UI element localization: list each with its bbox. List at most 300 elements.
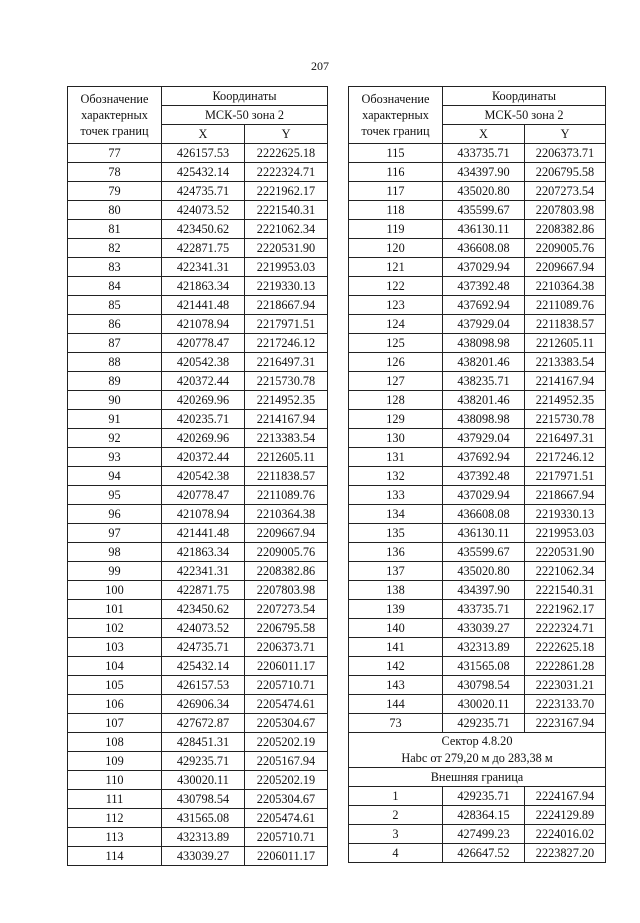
- coordinate-system-header: МСК-50 зона 2: [162, 106, 328, 125]
- designation-line-1: Обозначение: [361, 92, 430, 106]
- table-row: [68, 258, 328, 277]
- point-number-cell: 91: [68, 410, 162, 429]
- table-row: [349, 277, 606, 296]
- point-number-cell: 107: [68, 714, 162, 733]
- x-coordinate-cell: 422341.31: [162, 562, 245, 581]
- point-number-cell: 105: [68, 676, 162, 695]
- y-coordinate-cell: 2208382.86: [245, 562, 328, 581]
- point-number-cell: 104: [68, 657, 162, 676]
- x-coordinate-cell: 428451.31: [162, 733, 245, 752]
- x-coordinate-cell: 438201.46: [443, 391, 525, 410]
- table-row: [349, 486, 606, 505]
- y-coordinate-cell: 2224167.94: [525, 787, 606, 806]
- y-coordinate-cell: 2221962.17: [525, 600, 606, 619]
- y-coordinate-cell: 2221540.31: [245, 201, 328, 220]
- point-number-cell: 89: [68, 372, 162, 391]
- table-row: [68, 695, 328, 714]
- table-row: [68, 619, 328, 638]
- y-coordinate-cell: 2217246.12: [525, 448, 606, 467]
- point-number-cell: 78: [68, 163, 162, 182]
- point-number-cell: 95: [68, 486, 162, 505]
- table-row: [349, 638, 606, 657]
- point-number-cell: 123: [349, 296, 443, 315]
- y-column-header: Y: [245, 125, 328, 144]
- y-coordinate-cell: 2219330.13: [525, 505, 606, 524]
- y-coordinate-cell: 2214167.94: [245, 410, 328, 429]
- y-coordinate-cell: 2205710.71: [245, 676, 328, 695]
- point-number-cell: 100: [68, 581, 162, 600]
- table-row: [349, 657, 606, 676]
- table-row: [68, 277, 328, 296]
- table-row: [68, 429, 328, 448]
- x-column-header: X: [443, 125, 525, 144]
- point-number-cell: 90: [68, 391, 162, 410]
- coordinates-header: Координаты: [443, 87, 606, 106]
- x-coordinate-cell: 429235.71: [443, 787, 525, 806]
- point-number-cell: 96: [68, 505, 162, 524]
- x-coordinate-cell: 433735.71: [443, 600, 525, 619]
- table-row: [68, 543, 328, 562]
- y-coordinate-cell: 2206795.58: [245, 619, 328, 638]
- point-number-cell: 135: [349, 524, 443, 543]
- x-coordinate-cell: 438098.98: [443, 334, 525, 353]
- table-row: [349, 448, 606, 467]
- x-coordinate-cell: 429235.71: [443, 714, 525, 733]
- x-coordinate-cell: 433039.27: [162, 847, 245, 866]
- page-number: 207: [311, 59, 329, 73]
- table-row: [68, 657, 328, 676]
- point-number-cell: 143: [349, 676, 443, 695]
- x-coordinate-cell: 438235.71: [443, 372, 525, 391]
- x-coordinate-cell: 434397.90: [443, 163, 525, 182]
- x-coordinate-cell: 420269.96: [162, 429, 245, 448]
- point-number-cell: 118: [349, 201, 443, 220]
- point-number-cell: 3: [349, 825, 443, 844]
- y-coordinate-cell: 2206373.71: [525, 144, 606, 163]
- table-row: [68, 372, 328, 391]
- x-coordinate-cell: 422871.75: [162, 581, 245, 600]
- point-number-cell: 84: [68, 277, 162, 296]
- point-number-cell: 139: [349, 600, 443, 619]
- y-column-header: Y: [525, 125, 606, 144]
- point-number-cell: 127: [349, 372, 443, 391]
- x-coordinate-cell: 420778.47: [162, 486, 245, 505]
- table-row: [68, 847, 328, 866]
- y-coordinate-cell: 2210364.38: [245, 505, 328, 524]
- point-number-cell: 134: [349, 505, 443, 524]
- x-coordinate-cell: 428364.15: [443, 806, 525, 825]
- table-row: [349, 467, 606, 486]
- y-coordinate-cell: 2219953.03: [245, 258, 328, 277]
- table-row: [68, 182, 328, 201]
- point-number-cell: 117: [349, 182, 443, 201]
- y-coordinate-cell: 2205304.67: [245, 790, 328, 809]
- x-coordinate-cell: 435020.80: [443, 182, 525, 201]
- point-number-cell: 111: [68, 790, 162, 809]
- x-coordinate-cell: 426647.52: [443, 844, 525, 863]
- table-row: [349, 296, 606, 315]
- table-row: [68, 353, 328, 372]
- table-row: [349, 429, 606, 448]
- point-number-cell: 126: [349, 353, 443, 372]
- point-number-cell: 87: [68, 334, 162, 353]
- y-coordinate-cell: 2224016.02: [525, 825, 606, 844]
- table-row: [68, 809, 328, 828]
- y-coordinate-cell: 2206011.17: [245, 657, 328, 676]
- x-coordinate-cell: 431565.08: [162, 809, 245, 828]
- x-coordinate-cell: 421441.48: [162, 296, 245, 315]
- y-coordinate-cell: 2205202.19: [245, 771, 328, 790]
- point-number-cell: 113: [68, 828, 162, 847]
- point-number-cell: 73: [349, 714, 443, 733]
- designation-line-3: точек границ: [80, 124, 149, 138]
- y-coordinate-cell: 2221062.34: [525, 562, 606, 581]
- table-row: [349, 562, 606, 581]
- table-row: [68, 752, 328, 771]
- table-body: [68, 144, 328, 866]
- x-coordinate-cell: 430020.11: [443, 695, 525, 714]
- y-coordinate-cell: 2223827.20: [525, 844, 606, 863]
- point-number-cell: 120: [349, 239, 443, 258]
- table-row: [349, 410, 606, 429]
- table-row: [349, 714, 606, 733]
- sector-title: Сектор 4.8.20: [441, 734, 513, 748]
- y-coordinate-cell: 2221962.17: [245, 182, 328, 201]
- y-coordinate-cell: 2222625.18: [245, 144, 328, 163]
- designation-line-2: характерных: [362, 108, 429, 122]
- point-number-cell: 131: [349, 448, 443, 467]
- point-number-cell: 110: [68, 771, 162, 790]
- table-row: [68, 638, 328, 657]
- point-number-cell: 88: [68, 353, 162, 372]
- designation-header: [68, 87, 162, 144]
- y-coordinate-cell: 2218667.94: [525, 486, 606, 505]
- table-row: [349, 372, 606, 391]
- boundary-label: Внешняя граница: [349, 768, 606, 787]
- table-row: [349, 163, 606, 182]
- point-number-cell: 137: [349, 562, 443, 581]
- x-coordinate-cell: 432313.89: [162, 828, 245, 847]
- table-row: [68, 828, 328, 847]
- y-coordinate-cell: 2211838.57: [525, 315, 606, 334]
- table-row: [349, 806, 606, 825]
- point-number-cell: 114: [68, 847, 162, 866]
- point-number-cell: 99: [68, 562, 162, 581]
- y-coordinate-cell: 2216497.31: [245, 353, 328, 372]
- y-coordinate-cell: 2223133.70: [525, 695, 606, 714]
- y-coordinate-cell: 2205710.71: [245, 828, 328, 847]
- x-coordinate-cell: 420269.96: [162, 391, 245, 410]
- y-coordinate-cell: 2214167.94: [525, 372, 606, 391]
- x-coordinate-cell: 420372.44: [162, 372, 245, 391]
- y-coordinate-cell: 2211089.76: [245, 486, 328, 505]
- point-number-cell: 140: [349, 619, 443, 638]
- point-number-cell: 141: [349, 638, 443, 657]
- coordinates-header: Координаты: [162, 87, 328, 106]
- x-coordinate-cell: 430798.54: [162, 790, 245, 809]
- y-coordinate-cell: 2207803.98: [245, 581, 328, 600]
- x-coordinate-cell: 437029.94: [443, 486, 525, 505]
- x-coordinate-cell: 435020.80: [443, 562, 525, 581]
- table-row: [68, 391, 328, 410]
- x-coordinate-cell: 427672.87: [162, 714, 245, 733]
- point-number-cell: 144: [349, 695, 443, 714]
- x-coordinate-cell: 437692.94: [443, 296, 525, 315]
- y-coordinate-cell: 2207803.98: [525, 201, 606, 220]
- point-number-cell: 77: [68, 144, 162, 163]
- y-coordinate-cell: 2222324.71: [525, 619, 606, 638]
- point-number-cell: 80: [68, 201, 162, 220]
- x-coordinate-cell: 437392.48: [443, 467, 525, 486]
- point-number-cell: 93: [68, 448, 162, 467]
- point-number-cell: 1: [349, 787, 443, 806]
- y-coordinate-cell: 2223031.21: [525, 676, 606, 695]
- point-number-cell: 101: [68, 600, 162, 619]
- table-row: [349, 787, 606, 806]
- point-number-cell: 129: [349, 410, 443, 429]
- x-coordinate-cell: 433735.71: [443, 144, 525, 163]
- point-number-cell: 130: [349, 429, 443, 448]
- x-coordinate-cell: 423450.62: [162, 600, 245, 619]
- point-number-cell: 138: [349, 581, 443, 600]
- x-coordinate-cell: 421078.94: [162, 315, 245, 334]
- table-row: [68, 315, 328, 334]
- point-number-cell: 108: [68, 733, 162, 752]
- x-coordinate-cell: 432313.89: [443, 638, 525, 657]
- point-number-cell: 85: [68, 296, 162, 315]
- table-header: [349, 87, 606, 144]
- y-coordinate-cell: 2212605.11: [525, 334, 606, 353]
- point-number-cell: 83: [68, 258, 162, 277]
- table-row: [68, 220, 328, 239]
- y-coordinate-cell: 2209667.94: [525, 258, 606, 277]
- y-coordinate-cell: 2217246.12: [245, 334, 328, 353]
- table-row: [68, 239, 328, 258]
- table-row: [349, 844, 606, 863]
- point-number-cell: 115: [349, 144, 443, 163]
- x-coordinate-cell: 430020.11: [162, 771, 245, 790]
- x-coordinate-cell: 426157.53: [162, 144, 245, 163]
- y-coordinate-cell: 2205167.94: [245, 752, 328, 771]
- y-coordinate-cell: 2205304.67: [245, 714, 328, 733]
- point-number-cell: 102: [68, 619, 162, 638]
- y-coordinate-cell: 2210364.38: [525, 277, 606, 296]
- table-row: [349, 676, 606, 695]
- point-number-cell: 133: [349, 486, 443, 505]
- y-coordinate-cell: 2222861.28: [525, 657, 606, 676]
- y-coordinate-cell: 2217971.51: [525, 467, 606, 486]
- coordinate-system-header: МСК-50 зона 2: [443, 106, 606, 125]
- table-row: [349, 825, 606, 844]
- table-row: [349, 334, 606, 353]
- x-coordinate-cell: 436608.08: [443, 505, 525, 524]
- coordinates-table-left: [67, 86, 328, 866]
- y-coordinate-cell: 2218667.94: [245, 296, 328, 315]
- point-number-cell: 132: [349, 467, 443, 486]
- table-row: [68, 144, 328, 163]
- y-coordinate-cell: 2222324.71: [245, 163, 328, 182]
- x-coordinate-cell: 420542.38: [162, 353, 245, 372]
- x-coordinate-cell: 436608.08: [443, 239, 525, 258]
- y-coordinate-cell: 2206011.17: [245, 847, 328, 866]
- table-row: [68, 714, 328, 733]
- table-row: [68, 296, 328, 315]
- x-coordinate-cell: 420778.47: [162, 334, 245, 353]
- point-number-cell: 106: [68, 695, 162, 714]
- sector-heading: [349, 733, 606, 768]
- y-coordinate-cell: 2220531.90: [525, 543, 606, 562]
- x-coordinate-cell: 424735.71: [162, 182, 245, 201]
- table-row: [349, 581, 606, 600]
- designation-line-2: характерных: [81, 108, 148, 122]
- x-coordinate-cell: 425432.14: [162, 163, 245, 182]
- y-coordinate-cell: 2205202.19: [245, 733, 328, 752]
- x-coordinate-cell: 421078.94: [162, 505, 245, 524]
- point-number-cell: 128: [349, 391, 443, 410]
- table-row: [349, 543, 606, 562]
- point-number-cell: 103: [68, 638, 162, 657]
- x-coordinate-cell: 437029.94: [443, 258, 525, 277]
- y-coordinate-cell: 2215730.78: [245, 372, 328, 391]
- point-number-cell: 94: [68, 467, 162, 486]
- x-coordinate-cell: 437392.48: [443, 277, 525, 296]
- point-number-cell: 124: [349, 315, 443, 334]
- point-number-cell: 2: [349, 806, 443, 825]
- x-coordinate-cell: 427499.23: [443, 825, 525, 844]
- table-row: [349, 524, 606, 543]
- x-coordinate-cell: 436130.11: [443, 524, 525, 543]
- y-coordinate-cell: 2221062.34: [245, 220, 328, 239]
- table-row: [68, 771, 328, 790]
- table-row: [349, 695, 606, 714]
- table-row: [68, 676, 328, 695]
- y-coordinate-cell: 2222625.18: [525, 638, 606, 657]
- x-coordinate-cell: 425432.14: [162, 657, 245, 676]
- y-coordinate-cell: 2211089.76: [525, 296, 606, 315]
- x-coordinate-cell: 438098.98: [443, 410, 525, 429]
- table-row: [349, 220, 606, 239]
- x-coordinate-cell: 436130.11: [443, 220, 525, 239]
- y-coordinate-cell: 2207273.54: [525, 182, 606, 201]
- y-coordinate-cell: 2206795.58: [525, 163, 606, 182]
- y-coordinate-cell: 2211838.57: [245, 467, 328, 486]
- y-coordinate-cell: 2205474.61: [245, 695, 328, 714]
- point-number-cell: 79: [68, 182, 162, 201]
- x-coordinate-cell: 423450.62: [162, 220, 245, 239]
- table-row: [68, 467, 328, 486]
- x-coordinate-cell: 435599.67: [443, 543, 525, 562]
- y-coordinate-cell: 2219330.13: [245, 277, 328, 296]
- table-row: [349, 619, 606, 638]
- y-coordinate-cell: 2209005.76: [245, 543, 328, 562]
- y-coordinate-cell: 2207273.54: [245, 600, 328, 619]
- x-coordinate-cell: 422341.31: [162, 258, 245, 277]
- sector-table-body: [349, 787, 606, 863]
- y-coordinate-cell: 2219953.03: [525, 524, 606, 543]
- point-number-cell: 86: [68, 315, 162, 334]
- point-number-cell: 122: [349, 277, 443, 296]
- point-number-cell: 81: [68, 220, 162, 239]
- table-row: [68, 600, 328, 619]
- x-coordinate-cell: 422871.75: [162, 239, 245, 258]
- table-row: [349, 258, 606, 277]
- x-coordinate-cell: 424073.52: [162, 619, 245, 638]
- table-row: [349, 505, 606, 524]
- point-number-cell: 125: [349, 334, 443, 353]
- y-coordinate-cell: 2214952.35: [525, 391, 606, 410]
- x-coordinate-cell: 429235.71: [162, 752, 245, 771]
- point-number-cell: 109: [68, 752, 162, 771]
- x-coordinate-cell: 437929.04: [443, 315, 525, 334]
- y-coordinate-cell: 2209005.76: [525, 239, 606, 258]
- point-number-cell: 142: [349, 657, 443, 676]
- y-coordinate-cell: 2216497.31: [525, 429, 606, 448]
- x-coordinate-cell: 420372.44: [162, 448, 245, 467]
- table-row: [349, 353, 606, 372]
- x-coordinate-cell: 433039.27: [443, 619, 525, 638]
- table-row: [68, 201, 328, 220]
- x-coordinate-cell: 438201.46: [443, 353, 525, 372]
- x-coordinate-cell: 430798.54: [443, 676, 525, 695]
- table-row: [68, 562, 328, 581]
- table-body: [349, 144, 606, 733]
- x-coordinate-cell: 421441.48: [162, 524, 245, 543]
- x-coordinate-cell: 424073.52: [162, 201, 245, 220]
- point-number-cell: 97: [68, 524, 162, 543]
- x-coordinate-cell: 426906.34: [162, 695, 245, 714]
- table-row: [68, 790, 328, 809]
- designation-header: [349, 87, 443, 144]
- x-coordinate-cell: 424735.71: [162, 638, 245, 657]
- point-number-cell: 112: [68, 809, 162, 828]
- x-column-header: X: [162, 125, 245, 144]
- table-row: [68, 524, 328, 543]
- x-coordinate-cell: 420235.71: [162, 410, 245, 429]
- point-number-cell: 92: [68, 429, 162, 448]
- table-row: [68, 486, 328, 505]
- table-row: [68, 581, 328, 600]
- x-coordinate-cell: 420542.38: [162, 467, 245, 486]
- point-number-cell: 121: [349, 258, 443, 277]
- x-coordinate-cell: 437692.94: [443, 448, 525, 467]
- table-row: [68, 733, 328, 752]
- point-number-cell: 119: [349, 220, 443, 239]
- table-header: [68, 87, 328, 144]
- x-coordinate-cell: 421863.34: [162, 543, 245, 562]
- sector-subtitle: Нabc от 279,20 м до 283,38 м: [401, 751, 553, 765]
- table-row: [68, 334, 328, 353]
- y-coordinate-cell: 2213383.54: [525, 353, 606, 372]
- y-coordinate-cell: 2206373.71: [245, 638, 328, 657]
- y-coordinate-cell: 2221540.31: [525, 581, 606, 600]
- y-coordinate-cell: 2224129.89: [525, 806, 606, 825]
- table-row: [68, 448, 328, 467]
- x-coordinate-cell: 421863.34: [162, 277, 245, 296]
- y-coordinate-cell: 2215730.78: [525, 410, 606, 429]
- y-coordinate-cell: 2220531.90: [245, 239, 328, 258]
- y-coordinate-cell: 2212605.11: [245, 448, 328, 467]
- table-row: [68, 505, 328, 524]
- table-row: [68, 163, 328, 182]
- x-coordinate-cell: 431565.08: [443, 657, 525, 676]
- table-row: [349, 182, 606, 201]
- y-coordinate-cell: 2213383.54: [245, 429, 328, 448]
- table-row: [349, 391, 606, 410]
- y-coordinate-cell: 2205474.61: [245, 809, 328, 828]
- table-row: [349, 600, 606, 619]
- y-coordinate-cell: 2217971.51: [245, 315, 328, 334]
- x-coordinate-cell: 435599.67: [443, 201, 525, 220]
